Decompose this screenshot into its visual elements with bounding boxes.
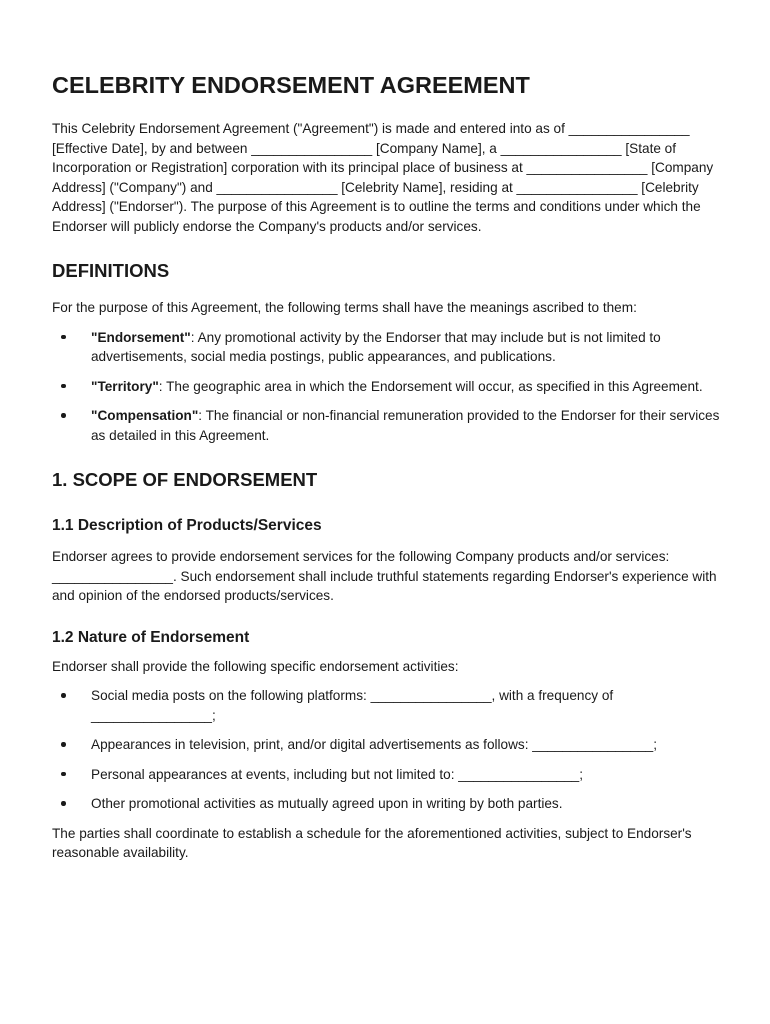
definitions-lead: For the purpose of this Agreement, the following terms shall have the meanings ascribed to them: <box>52 300 637 315</box>
definition-term: "Endorsement" <box>91 329 191 345</box>
activity-item <box>52 735 722 755</box>
bullet-icon <box>61 742 66 747</box>
activity-item <box>52 794 722 814</box>
definition-term: "Territory" <box>91 378 159 394</box>
section1-1-text: Endorser agrees to provide endorsement services for the following Company products and/or services: ________________. Such endorsement shall include truthful statements regarding Endorser's experience with and opinion of the endorsed products/services. <box>52 549 717 603</box>
bullet-icon <box>61 772 66 777</box>
activity-item <box>52 686 722 725</box>
definitions-list <box>52 328 722 446</box>
definition-item <box>52 377 722 397</box>
intro-paragraph: This Celebrity Endorsement Agreement ("Agreement") is made and entered into as of ________________ [Effective Date], by and between ________________ [Company Name], a ________________ [State of Incorporation or Registration] corporation with its principal place of business at ________________ [Company Address] ("Company") and ________________ [Celebrity Name], residing at ________________ [Celebrity Address] ("Endorser"). The purpose of this Agreement is to outline the terms and conditions under which the Endorser will publicly endorse the Company's products and/or services. <box>52 121 714 234</box>
document-title: CELEBRITY ENDORSEMENT AGREEMENT <box>52 72 530 98</box>
activity-text: Appearances in television, print, and/or digital advertisements as follows: ________________; <box>91 737 658 752</box>
definition-item <box>52 328 722 367</box>
activity-text: Personal appearances at events, including but not limited to: ________________; <box>91 766 583 782</box>
document-page <box>52 66 722 863</box>
bullet-icon <box>61 384 66 389</box>
section1-2-heading: 1.2 Nature of Endorsement <box>52 628 250 646</box>
section1-2-closing: The parties shall coordinate to establish a schedule for the aforementioned activities, subject to Endorser's reasonable availability. <box>52 825 692 860</box>
activity-text: Other promotional activities as mutually agreed upon in writing by both parties. <box>91 796 563 811</box>
section1-heading: 1. SCOPE OF ENDORSEMENT <box>52 469 318 490</box>
bullet-icon <box>61 693 66 698</box>
definition-item <box>52 406 722 445</box>
section1-2-lead: Endorser shall provide the following specific endorsement activities: <box>52 658 459 674</box>
section1-1-heading: 1.1 Description of Products/Services <box>52 517 322 534</box>
bullet-icon <box>61 801 66 806</box>
definition-text: : The geographic area in which the Endorsement will occur, as specified in this Agreement. <box>158 378 703 394</box>
activities-list <box>52 686 722 814</box>
definition-text: : Any promotional activity by the Endorser that may include but is not limited to advertisements, social media postings, public appearances, and publications. <box>91 329 661 364</box>
activity-item <box>52 765 722 785</box>
definition-term: "Compensation" <box>91 408 199 423</box>
bullet-icon <box>61 413 66 418</box>
definitions-heading: DEFINITIONS <box>52 260 170 281</box>
definition-text: : The financial or non-financial remuneration provided to the Endorser for their services as detailed in this Agreement. <box>91 408 720 443</box>
bullet-icon <box>61 335 66 340</box>
activity-text: Social media posts on the following platforms: ________________, with a frequency of ________________; <box>91 688 614 723</box>
